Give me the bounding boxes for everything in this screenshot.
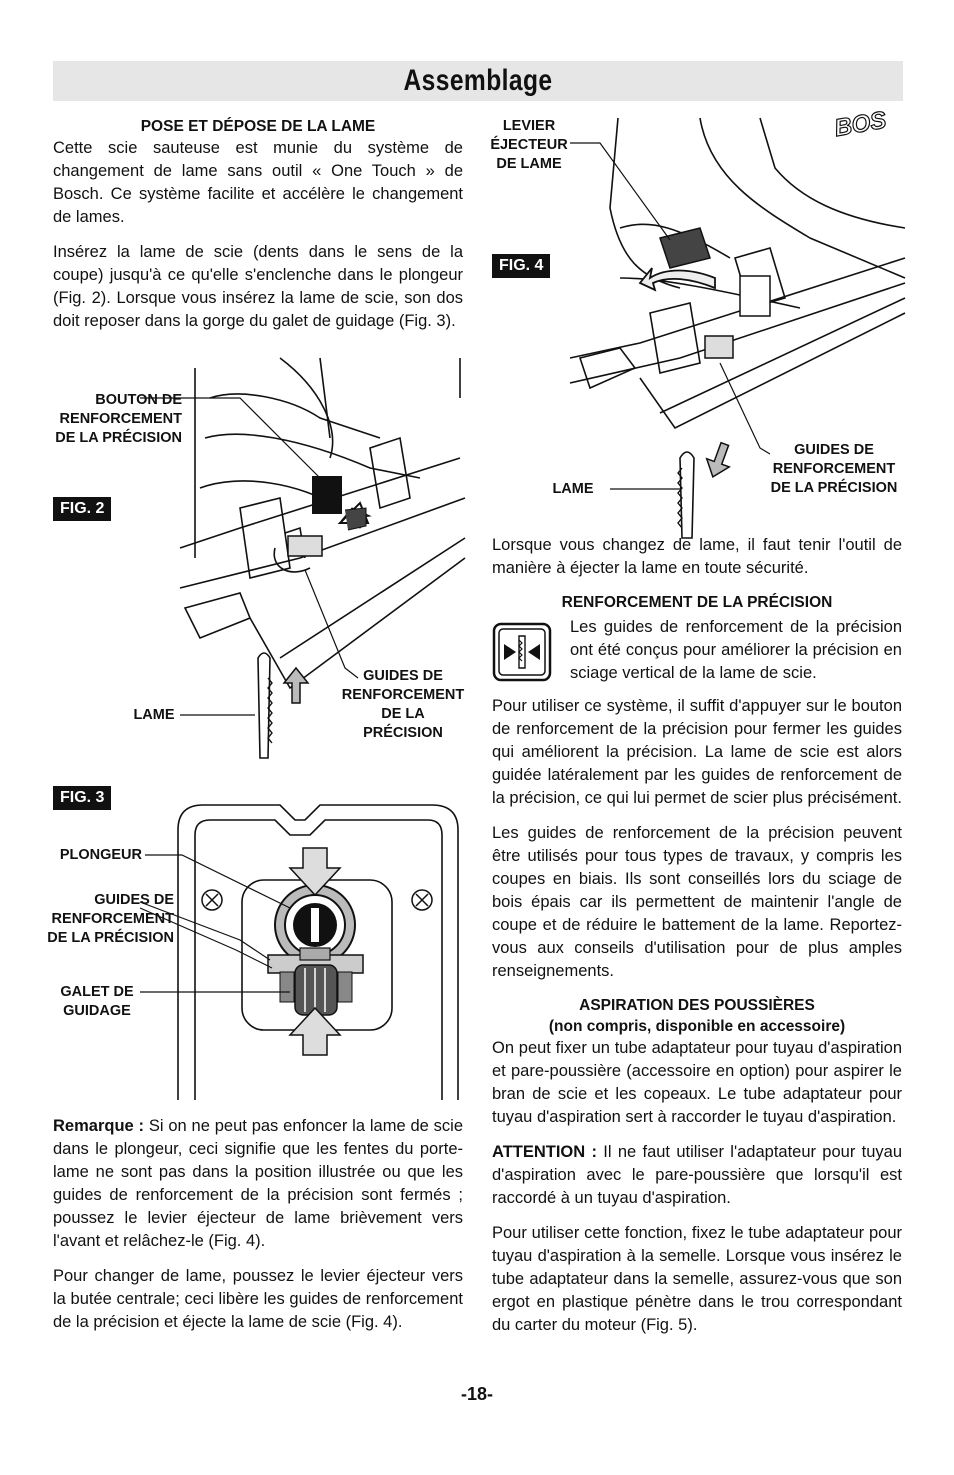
paragraph: Pour changer de lame, poussez le levier éjecteur vers la butée centrale; ceci libère les guides de renforcement de la précision et éjecte la lame de scie (Fig. 4). xyxy=(53,1267,463,1331)
paragraph: Lorsque vous changez de lame, il faut tenir l'outil de manière à éjecter la lame en toute sécurité. xyxy=(492,536,902,577)
title-banner xyxy=(53,61,903,101)
fig4-lame-label: LAME xyxy=(552,481,594,497)
fig4-guides-label: GUIDES DE RENFORCEMENT DE LA PRÉCISION xyxy=(770,442,898,496)
remark-text: Si on ne peut pas enfoncer la lame de scie dans le plongeur, ceci signifie que les fentes du porte-lame ne sont pas dans la position illustrée ou que les guides de renforcement de la précision sont fermés ; poussez le levier éjecteur de lame brièvement vers l'avant et relâchez-le (Fig. 4). xyxy=(53,1117,463,1250)
paragraph: On peut fixer un tube adaptateur pour tuyau d'aspiration et pare-poussière (accessoire en option) pour aspirer le bran de scie et les copeaux. Le tube adaptateur pour tuyau d'aspiration sert à raccorder le tuyau d'aspiration. xyxy=(492,1039,902,1126)
brand-text: BOS xyxy=(832,106,889,143)
attention-label: ATTENTION : xyxy=(492,1143,597,1161)
fig2-bouton-label: BOUTON DE RENFORCEMENT DE LA PRÉCISION xyxy=(55,392,182,446)
paragraph: Pour utiliser ce système, il suffit d'appuyer sur le bouton de renforcement de la précision pour fermer les guides qui améliorent la précision. La lame de scie est alors guidée latéralement par les guides de renforcement de la précision, ce qui lui permet de scier plus précisément. xyxy=(492,697,902,807)
left-column-bottom xyxy=(53,1115,463,1346)
left-column-top xyxy=(53,116,463,345)
attention-paragraph xyxy=(492,1141,902,1210)
remark-label: Remarque : xyxy=(53,1117,145,1135)
precision-block xyxy=(492,616,902,685)
fig2-label: FIG. 2 xyxy=(53,497,111,521)
fig2-lame-label: LAME xyxy=(133,707,175,723)
fig4-label: FIG. 4 xyxy=(492,254,550,278)
fig3-galet-label: GALET DE GUIDAGE xyxy=(60,984,134,1019)
remark-paragraph xyxy=(53,1115,463,1253)
page-title: Assemblage xyxy=(403,64,553,97)
paragraph: Pour utiliser cette fonction, fixez le tube adaptateur pour tuyau d'aspiration à la semelle. Lorsque vous insérez le tube adaptateur dans la semelle, assurez-vous que son ergot en plastique pénètre dans le trou correspondant du carter du moteur (Fig. 5). xyxy=(492,1224,902,1334)
heading-renforcement: RENFORCEMENT DE LA PRÉCISION xyxy=(561,594,833,611)
precision-icon xyxy=(492,622,552,682)
paragraph: Les guides de renforcement de la précision ont été conçus pour améliorer la précision en sciage vertical de la lame de scie. xyxy=(570,618,902,682)
page-number: -18- xyxy=(460,1384,493,1404)
fig3-illustration xyxy=(140,800,460,1100)
paragraph: Les guides de renforcement de la précision peuvent être utilisés pour tous types de travaux, y compris les coupes en biais. Ils sont conseillés lors du sciage de bois épais car ils permettent de maintenir l'angle de coupe et de réduire le battement de la lame. Reportez-vous aux conseils d'utilisation pour de plus amples renseignements. xyxy=(492,824,902,980)
fig4-levier-label: LEVIER ÉJECTEUR DE LAME xyxy=(490,118,568,172)
fig2-guides-label: GUIDES DE RENFORCEMENT DE LA PRÉCISION xyxy=(341,668,465,741)
fig3-guides-label: GUIDES DE RENFORCEMENT DE LA PRÉCISION xyxy=(47,892,174,946)
heading-pose-depose: POSE ET DÉPOSE DE LA LAME xyxy=(140,118,376,135)
attention-text: Il ne faut utiliser l'adaptateur pour tuyau d'aspiration avec le pare-poussière que lorsqu'il est raccordé à un tuyau d'aspiration. xyxy=(492,1143,902,1207)
fig2-illustration xyxy=(180,358,470,758)
heading-aspiration: ASPIRATION DES POUSSIÈRES xyxy=(579,997,815,1014)
fig4-illustration xyxy=(560,106,905,538)
fig3-plongeur-label: PLONGEUR xyxy=(59,847,142,863)
right-column xyxy=(492,534,902,1349)
paragraph: Cette scie sauteuse est munie du système de changement de lame sans outil « One Touch » de Bosch. Ce système facilite et accélère le changement de lames. xyxy=(53,139,463,226)
heading-aspiration-sub: (non compris, disponible en accessoire) xyxy=(548,1018,846,1035)
fig3-label: FIG. 3 xyxy=(53,786,111,810)
paragraph: Insérez la lame de scie (dents dans le sens de la coupe) jusqu'à ce qu'elle s'enclenche dans le plongeur (Fig. 2). Lorsque vous insérez la lame de scie, son dos doit reposer dans la gorge du galet de guidage (Fig. 3). xyxy=(53,243,463,330)
